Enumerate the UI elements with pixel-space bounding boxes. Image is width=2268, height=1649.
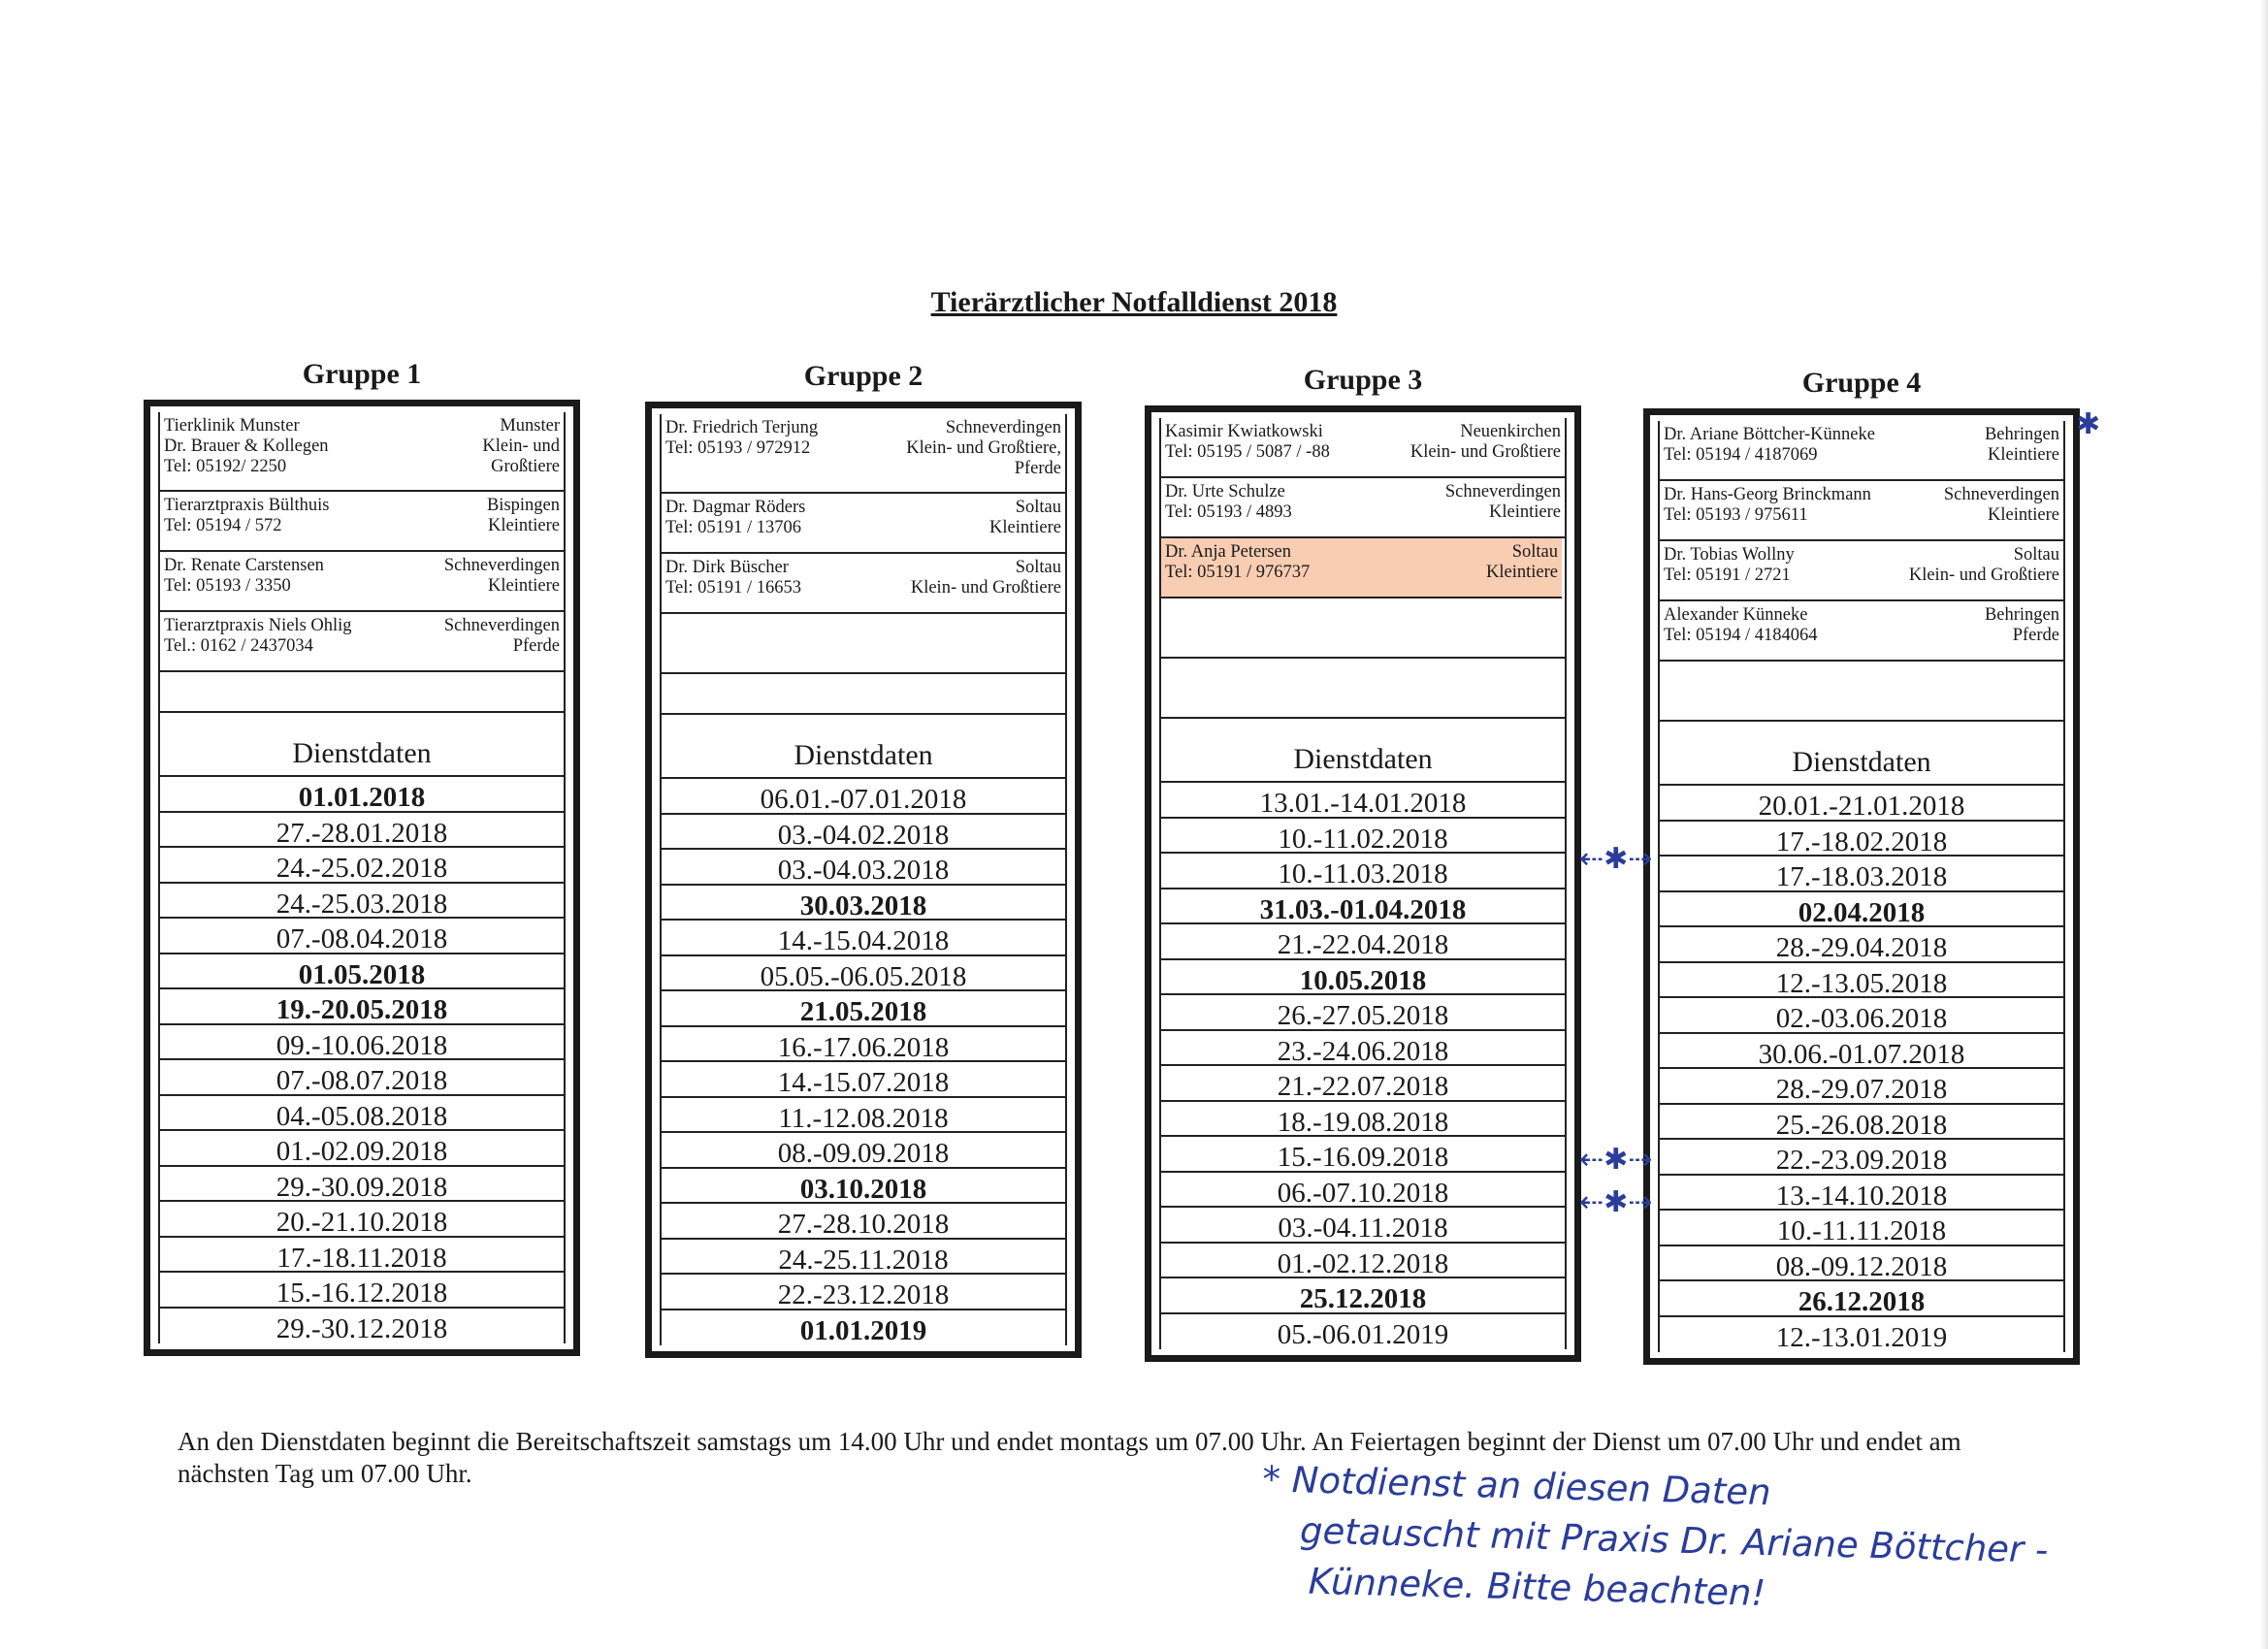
- duty-date: 03.10.2018: [662, 1169, 1065, 1205]
- vet-type: Kleintiere: [488, 576, 560, 596]
- duty-date: 16.-17.06.2018: [662, 1027, 1065, 1063]
- duty-dates-list: [160, 777, 564, 1343]
- group-2-column: [645, 351, 1082, 1358]
- duty-date: 03.-04.11.2018: [1161, 1208, 1565, 1244]
- vet-contact: [1161, 478, 1565, 538]
- handwritten-line: getauscht mit Praxis Dr. Ariane Böttcher -: [1299, 1509, 2049, 1571]
- empty-contact-slot: [1161, 598, 1565, 659]
- duty-dates-list: [662, 779, 1065, 1345]
- duty-date: 12.-13.05.2018: [1660, 963, 2063, 999]
- duty-date: 01.01.2019: [799, 1314, 927, 1346]
- duty-date: 23.-24.06.2018: [1161, 1031, 1565, 1067]
- duty-date: 05.-06.01.2019: [1277, 1318, 1449, 1350]
- dienstdaten-label: Dienstdaten: [1161, 719, 1565, 783]
- group-box: [1145, 405, 1581, 1362]
- duty-date: 27.-28.01.2018: [160, 813, 564, 849]
- vet-type: Pferde: [2012, 626, 2059, 645]
- duty-date: 07.-08.07.2018: [160, 1060, 564, 1096]
- vet-contact: [160, 612, 564, 672]
- vet-type: Pferde: [512, 636, 560, 656]
- vet-contact: [1161, 538, 1562, 598]
- duty-dates-list: [1161, 783, 1565, 1349]
- asterisk-mark-icon: ✱: [2076, 407, 2101, 441]
- duty-date: 22.-23.12.2018: [662, 1275, 1065, 1310]
- duty-date: 30.03.2018: [662, 886, 1065, 922]
- empty-contact-slot: [160, 672, 564, 713]
- vet-phone: Tel: 05193 / 4893: [1165, 502, 1292, 522]
- duty-date: 02.-03.06.2018: [1660, 998, 2063, 1034]
- duty-date: 21.05.2018: [662, 991, 1065, 1027]
- duty-date: 06.-07.10.2018: [1161, 1173, 1565, 1209]
- vet-city: Schneverdingen: [1444, 482, 1561, 501]
- duty-date: 08.-09.09.2018: [662, 1133, 1065, 1169]
- duty-date: 28.-29.07.2018: [1660, 1069, 2063, 1105]
- vet-name: Dr. Dagmar Röders: [665, 498, 806, 517]
- duty-date: 18.-19.08.2018: [1161, 1102, 1565, 1138]
- vet-type: Kleintiere: [1988, 445, 2059, 465]
- duty-date: 10.05.2018: [1161, 960, 1565, 996]
- duty-date: 29.-30.09.2018: [160, 1167, 564, 1203]
- duty-date: 27.-28.10.2018: [662, 1204, 1065, 1240]
- duty-date: 07.-08.04.2018: [160, 919, 564, 954]
- vet-phone: Tel: 05193 / 3350: [164, 576, 291, 596]
- vet-phone: Tel: 05194 / 4184064: [1664, 626, 1818, 645]
- vet-city: Schneverdingen: [443, 616, 560, 635]
- vet-name: Tierarztpraxis Bülthuis: [164, 496, 330, 515]
- vet-phone: Tel: 05193 / 972912: [665, 438, 811, 458]
- vet-contact: [1660, 601, 2063, 662]
- group-3-column: [1145, 355, 1581, 1362]
- vet-name: Kasimir Kwiatkowski: [1165, 422, 1323, 441]
- duty-date: 01.-02.12.2018: [1161, 1244, 1565, 1279]
- duty-date: 10.-11.02.2018: [1161, 819, 1565, 855]
- vet-city: Behringen: [1984, 425, 2059, 444]
- vet-contact: [662, 494, 1065, 554]
- vet-contact: [662, 414, 1065, 494]
- group-inner: [158, 412, 566, 1343]
- vet-city: Neuenkirchen: [1460, 422, 1561, 441]
- duty-date: 13.-14.10.2018: [1660, 1176, 2063, 1212]
- group-title: Gruppe 1: [302, 358, 422, 390]
- duty-date: 25.12.2018: [1161, 1278, 1565, 1314]
- duty-date: 30.06.-01.07.2018: [1660, 1034, 2063, 1070]
- group-4-column: [1643, 358, 2080, 1365]
- duty-date: 13.01.-14.01.2018: [1161, 783, 1565, 819]
- duty-date: 28.-29.04.2018: [1660, 927, 2063, 963]
- group-title: Gruppe 3: [1303, 364, 1423, 396]
- dienstdaten-label: Dienstdaten: [1660, 722, 2063, 786]
- empty-contact-slot: [1660, 662, 2063, 722]
- vet-contact: [1660, 421, 2063, 481]
- handwritten-swap-note: [1259, 1454, 2050, 1626]
- duty-date: 01.-02.09.2018: [160, 1131, 564, 1167]
- vet-phone: Tel: 05194 / 572: [164, 516, 282, 535]
- vet-phone: Tel: 05191 / 2721: [1664, 566, 1791, 585]
- vet-contact: [160, 412, 564, 492]
- vet-phone: Tel: 05192/ 2250: [164, 457, 287, 476]
- vet-phone: Tel: 05191 / 13706: [665, 518, 802, 537]
- duty-date: 24.-25.03.2018: [160, 884, 564, 920]
- dienstdaten-label: Dienstdaten: [160, 713, 564, 777]
- swap-arrow-icon: ⇠✱⇢: [1579, 1185, 1653, 1219]
- scan-edge: [2260, 0, 2268, 1649]
- vet-type: Kleintiere: [989, 518, 1061, 537]
- empty-contact-slot: [662, 614, 1065, 674]
- handwritten-line: * Notdienst an diesen Daten: [1261, 1458, 1772, 1514]
- vet-city: Schneverdingen: [443, 556, 560, 575]
- vet-name: Dr. Ariane Böttcher-Künneke: [1664, 425, 1875, 444]
- vet-city: Soltau: [1511, 542, 1558, 562]
- duty-date: 10.-11.03.2018: [1161, 854, 1565, 889]
- vet-type: Kleintiere: [1489, 502, 1561, 522]
- vet-name: Dr. Hans-Georg Brinckmann: [1664, 485, 1871, 504]
- group-inner: [660, 414, 1067, 1345]
- document-title: Tierärztlicher Notfalldienst 2018: [930, 286, 1338, 318]
- handwritten-line: Künneke. Bitte beachten!: [1308, 1560, 1766, 1615]
- vet-contact: [160, 492, 564, 552]
- duty-date: 21.-22.07.2018: [1161, 1066, 1565, 1102]
- vet-phone: Tel: 05193 / 975611: [1664, 505, 1808, 525]
- vet-contact: [1660, 541, 2063, 601]
- duty-date: 14.-15.07.2018: [662, 1062, 1065, 1098]
- group-inner: [1159, 418, 1567, 1349]
- vet-name: Dr. Tobias Wollny: [1664, 545, 1795, 565]
- vet-type: Klein- und Großtiere: [1908, 566, 2059, 585]
- duty-date: 20.01.-21.01.2018: [1660, 786, 2063, 822]
- vet-type: Klein- und Großtiere: [910, 578, 1061, 598]
- vet-phone: Tel.: 0162 / 2437034: [164, 636, 313, 656]
- vet-city: Munster: [500, 416, 560, 436]
- vet-name: Dr. Friedrich Terjung: [665, 418, 819, 437]
- vet-name: Dr. Urte Schulze: [1165, 482, 1285, 501]
- duty-date: 11.-12.08.2018: [662, 1098, 1065, 1134]
- swap-arrow-icon: ⇠✱⇢: [1579, 1143, 1653, 1177]
- group-title: Gruppe 4: [1801, 367, 1922, 399]
- vet-type: Klein- und: [482, 436, 560, 456]
- group-inner: [1658, 421, 2065, 1352]
- vet-contact: [160, 552, 564, 612]
- vet-type-2: Großtiere: [491, 457, 560, 476]
- empty-contact-slot: [1161, 659, 1565, 719]
- group-title: Gruppe 2: [803, 360, 923, 392]
- vet-city: Bispingen: [486, 496, 560, 515]
- duty-date: 25.-26.08.2018: [1660, 1105, 2063, 1141]
- vet-city: Behringen: [1984, 605, 2059, 625]
- vet-phone: Tel: 05195 / 5087 / -88: [1165, 442, 1330, 462]
- duty-date: 26.12.2018: [1660, 1281, 2063, 1317]
- duty-date: 02.04.2018: [1660, 892, 2063, 928]
- empty-contact-slot: [662, 674, 1065, 715]
- duty-date: 19.-20.05.2018: [160, 989, 564, 1025]
- vet-type: Kleintiere: [1988, 505, 2059, 525]
- vet-contact: [1660, 481, 2063, 541]
- duty-date: 22.-23.09.2018: [1660, 1140, 2063, 1176]
- vet-name: Alexander Künneke: [1664, 605, 1808, 625]
- duty-date: 03.-04.03.2018: [662, 850, 1065, 886]
- duty-date: 31.03.-01.04.2018: [1161, 889, 1565, 925]
- duty-date: 20.-21.10.2018: [160, 1202, 564, 1238]
- duty-date: 17.-18.02.2018: [1660, 822, 2063, 857]
- duty-date: 04.-05.08.2018: [160, 1096, 564, 1132]
- duty-date: 15.-16.09.2018: [1161, 1137, 1565, 1173]
- duty-date: 24.-25.11.2018: [662, 1240, 1065, 1276]
- vet-city: Schneverdingen: [1943, 485, 2059, 504]
- duty-date: 08.-09.12.2018: [1660, 1246, 2063, 1282]
- vet-city: Schneverdingen: [945, 418, 1061, 437]
- duty-date: 03.-04.02.2018: [662, 815, 1065, 851]
- vet-name: Dr. Renate Carstensen: [164, 556, 324, 575]
- group-box: [1643, 408, 2080, 1365]
- vet-type: Kleintiere: [1486, 563, 1558, 582]
- duty-date: 21.-22.04.2018: [1161, 924, 1565, 960]
- duty-date: 09.-10.06.2018: [160, 1025, 564, 1061]
- duty-date: 24.-25.02.2018: [160, 848, 564, 884]
- group-1-column: [144, 349, 580, 1356]
- group-box: [645, 402, 1082, 1358]
- swap-arrow-icon: ⇠✱⇢: [1579, 842, 1653, 876]
- duty-date: 01.05.2018: [160, 954, 564, 990]
- vet-type: Klein- und Großtiere: [1409, 442, 1561, 462]
- duty-date: 29.-30.12.2018: [275, 1312, 448, 1344]
- vet-contact: [662, 554, 1065, 614]
- service-hours-footnote: An den Dienstdaten beginnt die Bereitschaftszeit samstags um 14.00 Uhr und endet montags um 07.00 Uhr. An Feiertagen beginnt der Dienst um 07.00 Uhr und endet am nächsten Tag um 07.00 Uhr.: [178, 1427, 1961, 1488]
- vet-city: Soltau: [2013, 545, 2059, 565]
- dienstdaten-label: Dienstdaten: [662, 715, 1065, 779]
- duty-date: 15.-16.12.2018: [160, 1273, 564, 1309]
- vet-contact: [1161, 418, 1565, 478]
- vet-type-2: Pferde: [1014, 459, 1061, 478]
- duty-date: 14.-15.04.2018: [662, 921, 1065, 956]
- group-box: [144, 400, 580, 1356]
- vet-name: Dr. Anja Petersen: [1165, 542, 1291, 562]
- vet-name-2: Dr. Brauer & Kollegen: [164, 436, 329, 456]
- vet-phone: Tel: 05191 / 16653: [665, 578, 802, 598]
- vet-city: Soltau: [1015, 498, 1061, 517]
- vet-city: Soltau: [1015, 558, 1061, 577]
- vet-type: Klein- und Großtiere,: [906, 438, 1061, 458]
- duty-date: 26.-27.05.2018: [1161, 995, 1565, 1031]
- vet-name: Tierklinik Munster: [164, 416, 300, 436]
- vet-type: Kleintiere: [488, 516, 560, 535]
- duty-date: 17.-18.11.2018: [160, 1238, 564, 1274]
- duty-date: 05.05.-06.05.2018: [662, 956, 1065, 992]
- vet-phone: Tel: 05194 / 4187069: [1664, 445, 1818, 465]
- duty-dates-list: [1660, 786, 2063, 1352]
- duty-date: 01.01.2018: [160, 777, 564, 813]
- duty-date: 12.-13.01.2019: [1775, 1321, 1948, 1353]
- duty-date: 06.01.-07.01.2018: [662, 779, 1065, 815]
- vet-name: Dr. Dirk Büscher: [665, 558, 789, 577]
- duty-date: 17.-18.03.2018: [1660, 857, 2063, 892]
- duty-date: 10.-11.11.2018: [1660, 1211, 2063, 1246]
- vet-phone: Tel: 05191 / 976737: [1165, 563, 1311, 582]
- vet-name: Tierarztpraxis Niels Ohlig: [164, 616, 352, 635]
